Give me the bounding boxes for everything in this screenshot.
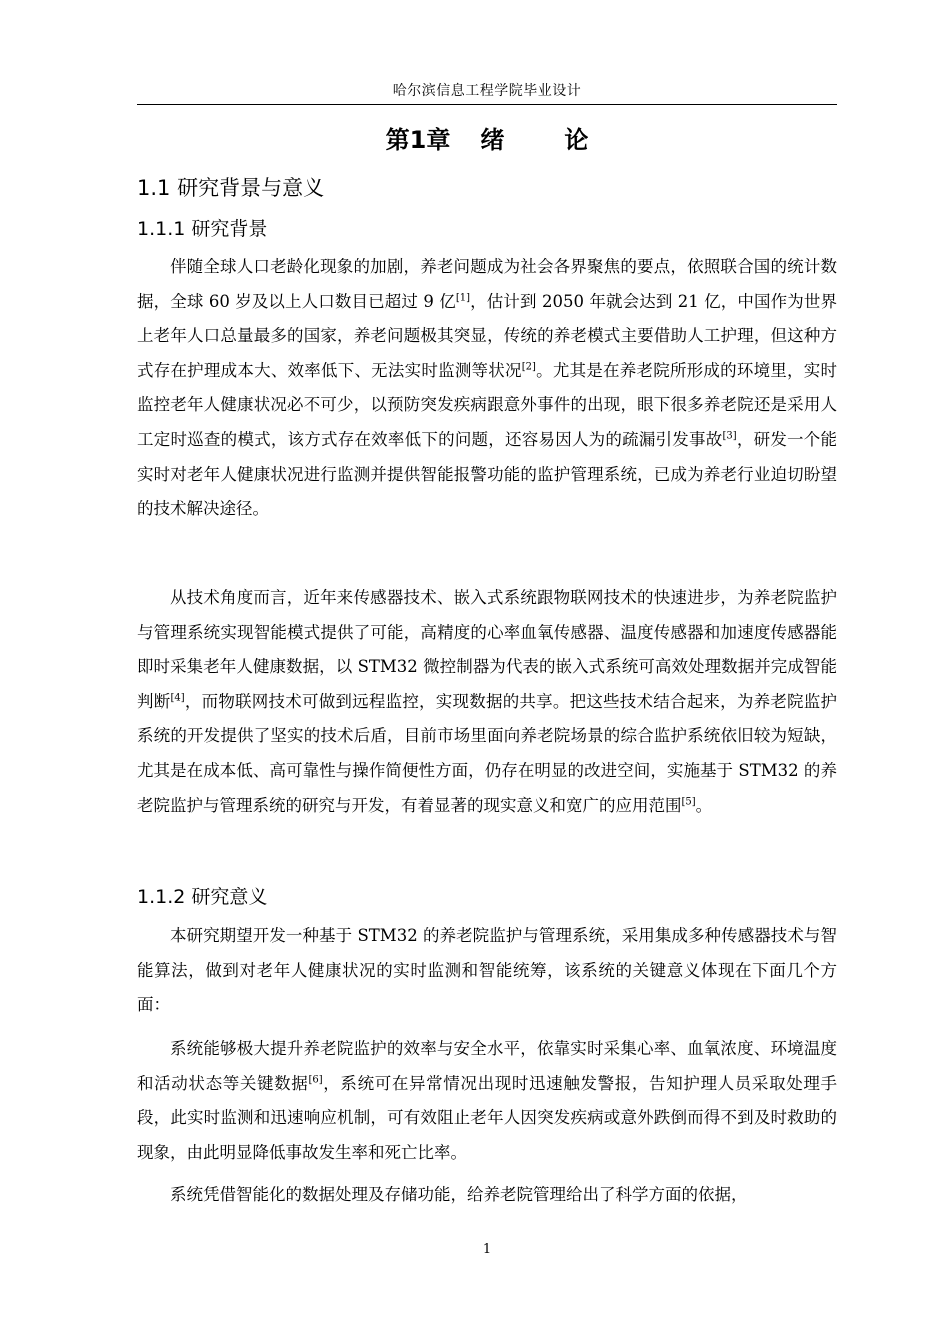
paragraph-4-text-b: ，系统可在异常情况出现时迅速触发警报，告知护理人员采取处理手段，此实时监测和迅速响应机制，可有效阻止老年人因突发疾病或意外跌倒而得不到及时救助的现象，由此明显降低事故发生率和死亡比率。 <box>137 1073 838 1162</box>
citation-4: [4] <box>170 692 185 704</box>
section-heading-1-1-2: 1.1.2 研究意义 <box>137 886 268 908</box>
paragraph-3-text: 本研究期望开发一种基于 STM32 的养老院监护与管理系统，采用集成多种传感器技术与智能算法，做到对老年人健康状况的实时监测和智能统筹，该系统的关键意义体现在下面几个方面： <box>137 926 837 1015</box>
paragraph-1 <box>137 250 837 527</box>
citation-5: [5] <box>681 796 696 808</box>
paragraph-2-text-c: 。 <box>695 795 713 815</box>
header-rule <box>137 104 837 105</box>
chapter-word: 章 <box>426 126 451 154</box>
paragraph-2-text-b: ，而物联网技术可做到远程监控，实现数据的共享。把这些技术结合起来，为养老院监护系统的开发提供了坚实的技术后盾，目前市场里面向养老院场景的综合监护系统依旧较为短缺，尤其是在成本低、高可靠性与操作简便性方面，仍存在明显的改进空间，实施基于 STM32 的养老院监护与管理系统的研究与开发，有着显著的现实意义和宽广的应用范围 <box>137 691 838 815</box>
paragraph-5-text: 系统凭借智能化的数据处理及存储功能，给养老院管理给出了科学方面的依据， <box>170 1185 748 1204</box>
page-number: 1 <box>482 1242 492 1257</box>
chapter-title-word-1: 绪 <box>480 126 505 154</box>
chapter-number: 1 <box>409 126 427 154</box>
section-heading-1-1-1: 1.1.1 研究背景 <box>137 218 268 240</box>
citation-6: [6] <box>308 1074 323 1086</box>
paragraph-4-text-a: 系统能够极大提升养老院监护的效率与安全水平，依靠实时采集心率、血氧浓度、环境温度和活动状态等关键数据 <box>137 1039 837 1093</box>
citation-1: [1] <box>455 292 471 304</box>
section-heading-1-1: 1.1 研究背景与意义 <box>137 176 325 200</box>
paragraph-1-text-d: ，研发一个能实时对老年人健康状况进行监测并提供智能报警功能的监护管理系统，已成为养老行业迫切盼望的技术解决途径。 <box>137 429 838 519</box>
citation-2: [2] <box>521 361 536 373</box>
running-header: 哈尔滨信息工程学院毕业设计 <box>392 83 582 99</box>
paragraph-5 <box>137 1178 837 1213</box>
paragraph-3 <box>137 919 837 1023</box>
paragraph-2-text-a: 从技术角度而言，近年来传感器技术、嵌入式系统跟物联网技术的快速进步，为养老院监护与管理系统实现智能模式提供了可能，高精度的心率血氧传感器、温度传感器和加速度传感器能即时采集老年人健康数据，以 STM32 微控制器为代表的嵌入式系统可高效处理数据并完成智能判断 <box>137 588 837 711</box>
chapter-title <box>137 120 837 155</box>
chapter-title-word-2: 论 <box>564 126 589 154</box>
paragraph-4 <box>137 1032 837 1170</box>
chapter-prefix: 第 <box>385 126 410 154</box>
paragraph-1-text-a: 伴随全球人口老龄化现象的加剧，养老问题成为社会各界聚焦的要点，依照联合国的统计数据，全球 60 岁及以上人口数目已超过 9 亿 <box>137 257 837 311</box>
paragraph-1-text-c: 。尤其是在养老院所形成的环境里，实时监控老年人健康状况必不可少，以预防突发疾病跟意外事件的出现，眼下很多养老院还是采用人工定时巡查的模式，该方式存在效率低下的问题，还容易因人为的疏漏引发事故 <box>137 360 838 449</box>
paragraph-1-text-b: ，估计到 2050 年就会达到 21 亿，中国作为世界上老年人口总量最多的国家，养老问题极其突显，传统的养老模式主要借助人工护理，但这种方式存在护理成本大、效率低下、无法实时监测等状况 <box>137 291 837 380</box>
citation-3: [3] <box>722 430 737 442</box>
paragraph-2 <box>137 581 837 823</box>
